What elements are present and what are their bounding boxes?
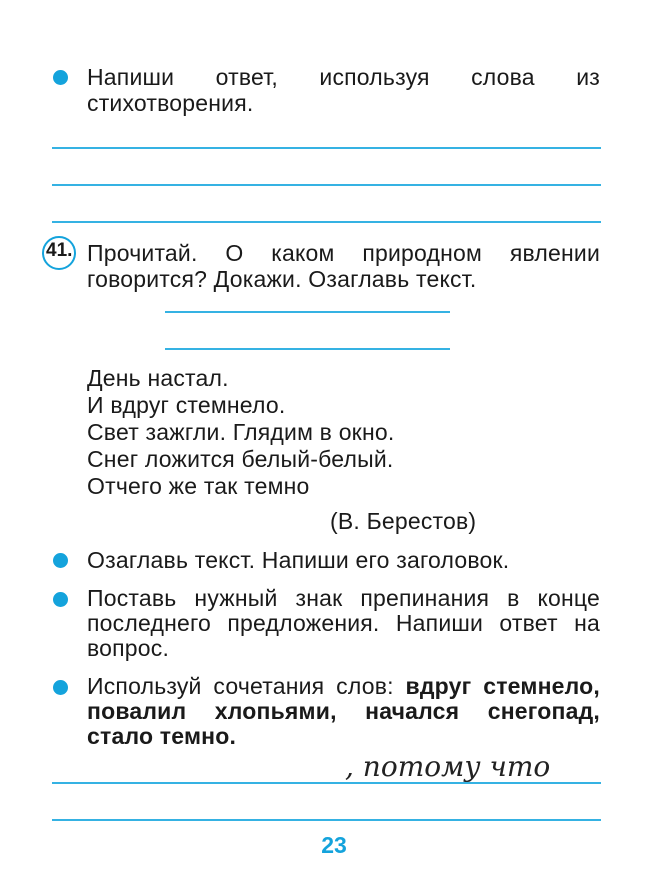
- task-punctuation: Поставь нужный знак препинания в конце последнего предложения. Напиши ответ на вопрос.: [87, 585, 600, 661]
- phrases-bold: вдруг стемнело, повалил хлопьями, начался снегопад, стало темно.: [87, 673, 600, 749]
- bullet-icon: [53, 553, 68, 568]
- poem-line: Свет зажгли. Глядим в окно.: [87, 419, 395, 445]
- exercise-number: 41.: [46, 240, 73, 261]
- poem-line: И вдруг стемнело.: [87, 392, 286, 418]
- answer-line[interactable]: [52, 184, 601, 186]
- exercise-number-badge: [42, 236, 76, 268]
- page-number: 23: [321, 832, 347, 858]
- title-line[interactable]: [165, 348, 450, 350]
- phrases-intro: Используй сочетания слов:: [87, 673, 394, 699]
- poem: [87, 365, 567, 500]
- bullet-icon: [53, 680, 68, 695]
- poem-line: Снег ложится белый-белый.: [87, 446, 394, 472]
- bullet-icon: [53, 592, 68, 607]
- title-line[interactable]: [165, 311, 450, 313]
- answer-line[interactable]: [52, 147, 601, 149]
- poem-author: (В. Берестов): [330, 508, 477, 534]
- exercise-instruction: Прочитай. О каком природном явлении говорится? Докажи. Озаглавь текст.: [87, 240, 600, 292]
- answer-line[interactable]: [52, 221, 601, 223]
- task-title: Озаглавь текст. Напиши его заголовок.: [87, 547, 510, 573]
- task-phrases: [87, 674, 600, 749]
- bullet-icon: [53, 70, 68, 85]
- poem-line: День настал.: [87, 365, 229, 391]
- answer-line[interactable]: [52, 819, 601, 821]
- poem-line: Отчего же так темно: [87, 473, 310, 499]
- task-write-answer: Напиши ответ, используя слова из стихотворения.: [87, 64, 600, 116]
- handwritten-text: , потому что: [345, 750, 551, 783]
